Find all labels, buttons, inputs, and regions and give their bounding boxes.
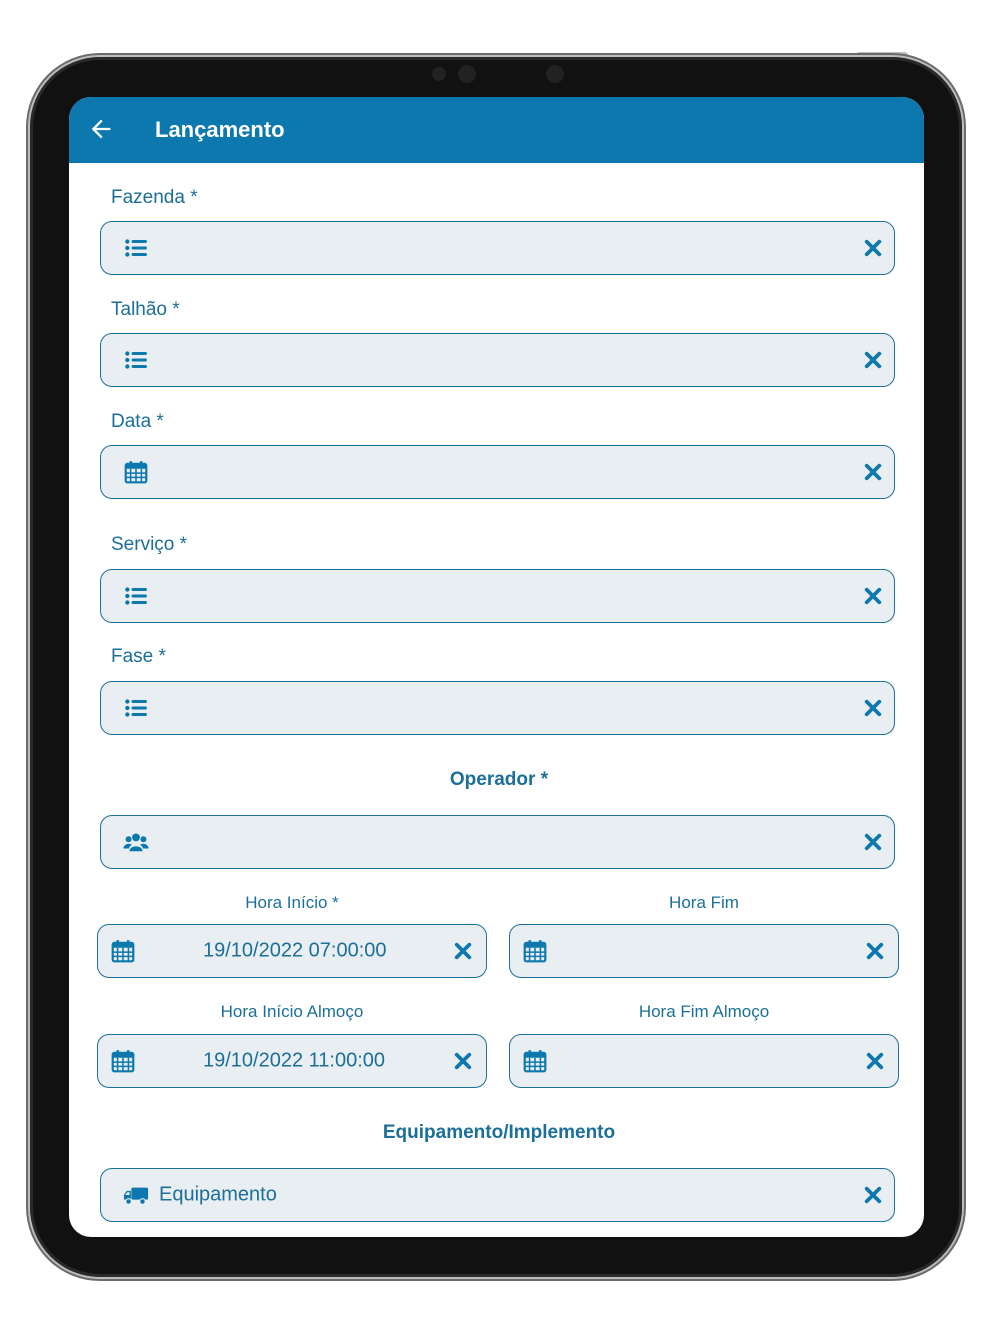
hora-inicio-almoco-field[interactable]: [97, 1034, 487, 1088]
operador-section-title: Operador *: [449, 769, 549, 790]
hora-fim-label: Hora Fim: [669, 893, 739, 912]
app-bar: [69, 97, 924, 163]
talhao-label: Talhão *: [111, 299, 180, 320]
hora-inicio-label: Hora Início *: [245, 893, 339, 912]
fase-field[interactable]: [100, 681, 895, 735]
hora-inicio-field[interactable]: [97, 924, 487, 978]
app-screen: [69, 97, 924, 1237]
camera-lens: [458, 65, 476, 83]
fazenda-field[interactable]: [100, 221, 895, 275]
users-icon: [123, 829, 149, 855]
truck-icon: [123, 1182, 149, 1208]
equipamento-placeholder: Equipamento: [159, 1183, 277, 1206]
camera-lens: [546, 65, 564, 83]
clear-icon[interactable]: [866, 942, 884, 960]
clear-icon[interactable]: [864, 463, 882, 481]
clear-icon[interactable]: [454, 942, 472, 960]
clear-icon[interactable]: [864, 239, 882, 257]
servico-field[interactable]: [100, 569, 895, 623]
hora-fim-almoco-field[interactable]: [509, 1034, 899, 1088]
list-icon: [123, 347, 149, 373]
clear-icon[interactable]: [864, 587, 882, 605]
clear-icon[interactable]: [454, 1052, 472, 1070]
calendar-icon: [123, 459, 149, 485]
fazenda-label: Fazenda *: [111, 187, 198, 208]
operador-field[interactable]: [100, 815, 895, 869]
talhao-field[interactable]: [100, 333, 895, 387]
hora-fim-almoco-label: Hora Fim Almoço: [638, 1002, 770, 1021]
list-icon: [123, 695, 149, 721]
back-arrow-icon[interactable]: [87, 115, 115, 143]
hora-inicio-almoco-label: Hora Início Almoço: [220, 1002, 364, 1021]
fase-label: Fase *: [111, 646, 166, 667]
data-label: Data *: [111, 411, 164, 432]
list-icon: [123, 235, 149, 261]
equipamento-section-title: Equipamento/Implemento: [382, 1122, 616, 1143]
clear-icon[interactable]: [864, 1186, 882, 1204]
equipamento-field[interactable]: [100, 1168, 895, 1222]
clear-icon[interactable]: [864, 699, 882, 717]
list-icon: [123, 583, 149, 609]
clear-icon[interactable]: [864, 351, 882, 369]
hora-inicio-value: 19/10/2022 07:00:00: [203, 939, 387, 962]
calendar-icon: [522, 938, 548, 964]
servico-label: Serviço *: [111, 534, 188, 555]
page-title: Lançamento: [155, 117, 285, 142]
calendar-icon: [110, 938, 136, 964]
clear-icon[interactable]: [866, 1052, 884, 1070]
data-field[interactable]: [100, 445, 895, 499]
hora-fim-field[interactable]: [509, 924, 899, 978]
calendar-icon: [110, 1048, 136, 1074]
clear-icon[interactable]: [864, 833, 882, 851]
hora-inicio-almoco-value: 19/10/2022 11:00:00: [203, 1049, 386, 1072]
calendar-icon: [522, 1048, 548, 1074]
sensor-dot: [432, 67, 446, 81]
